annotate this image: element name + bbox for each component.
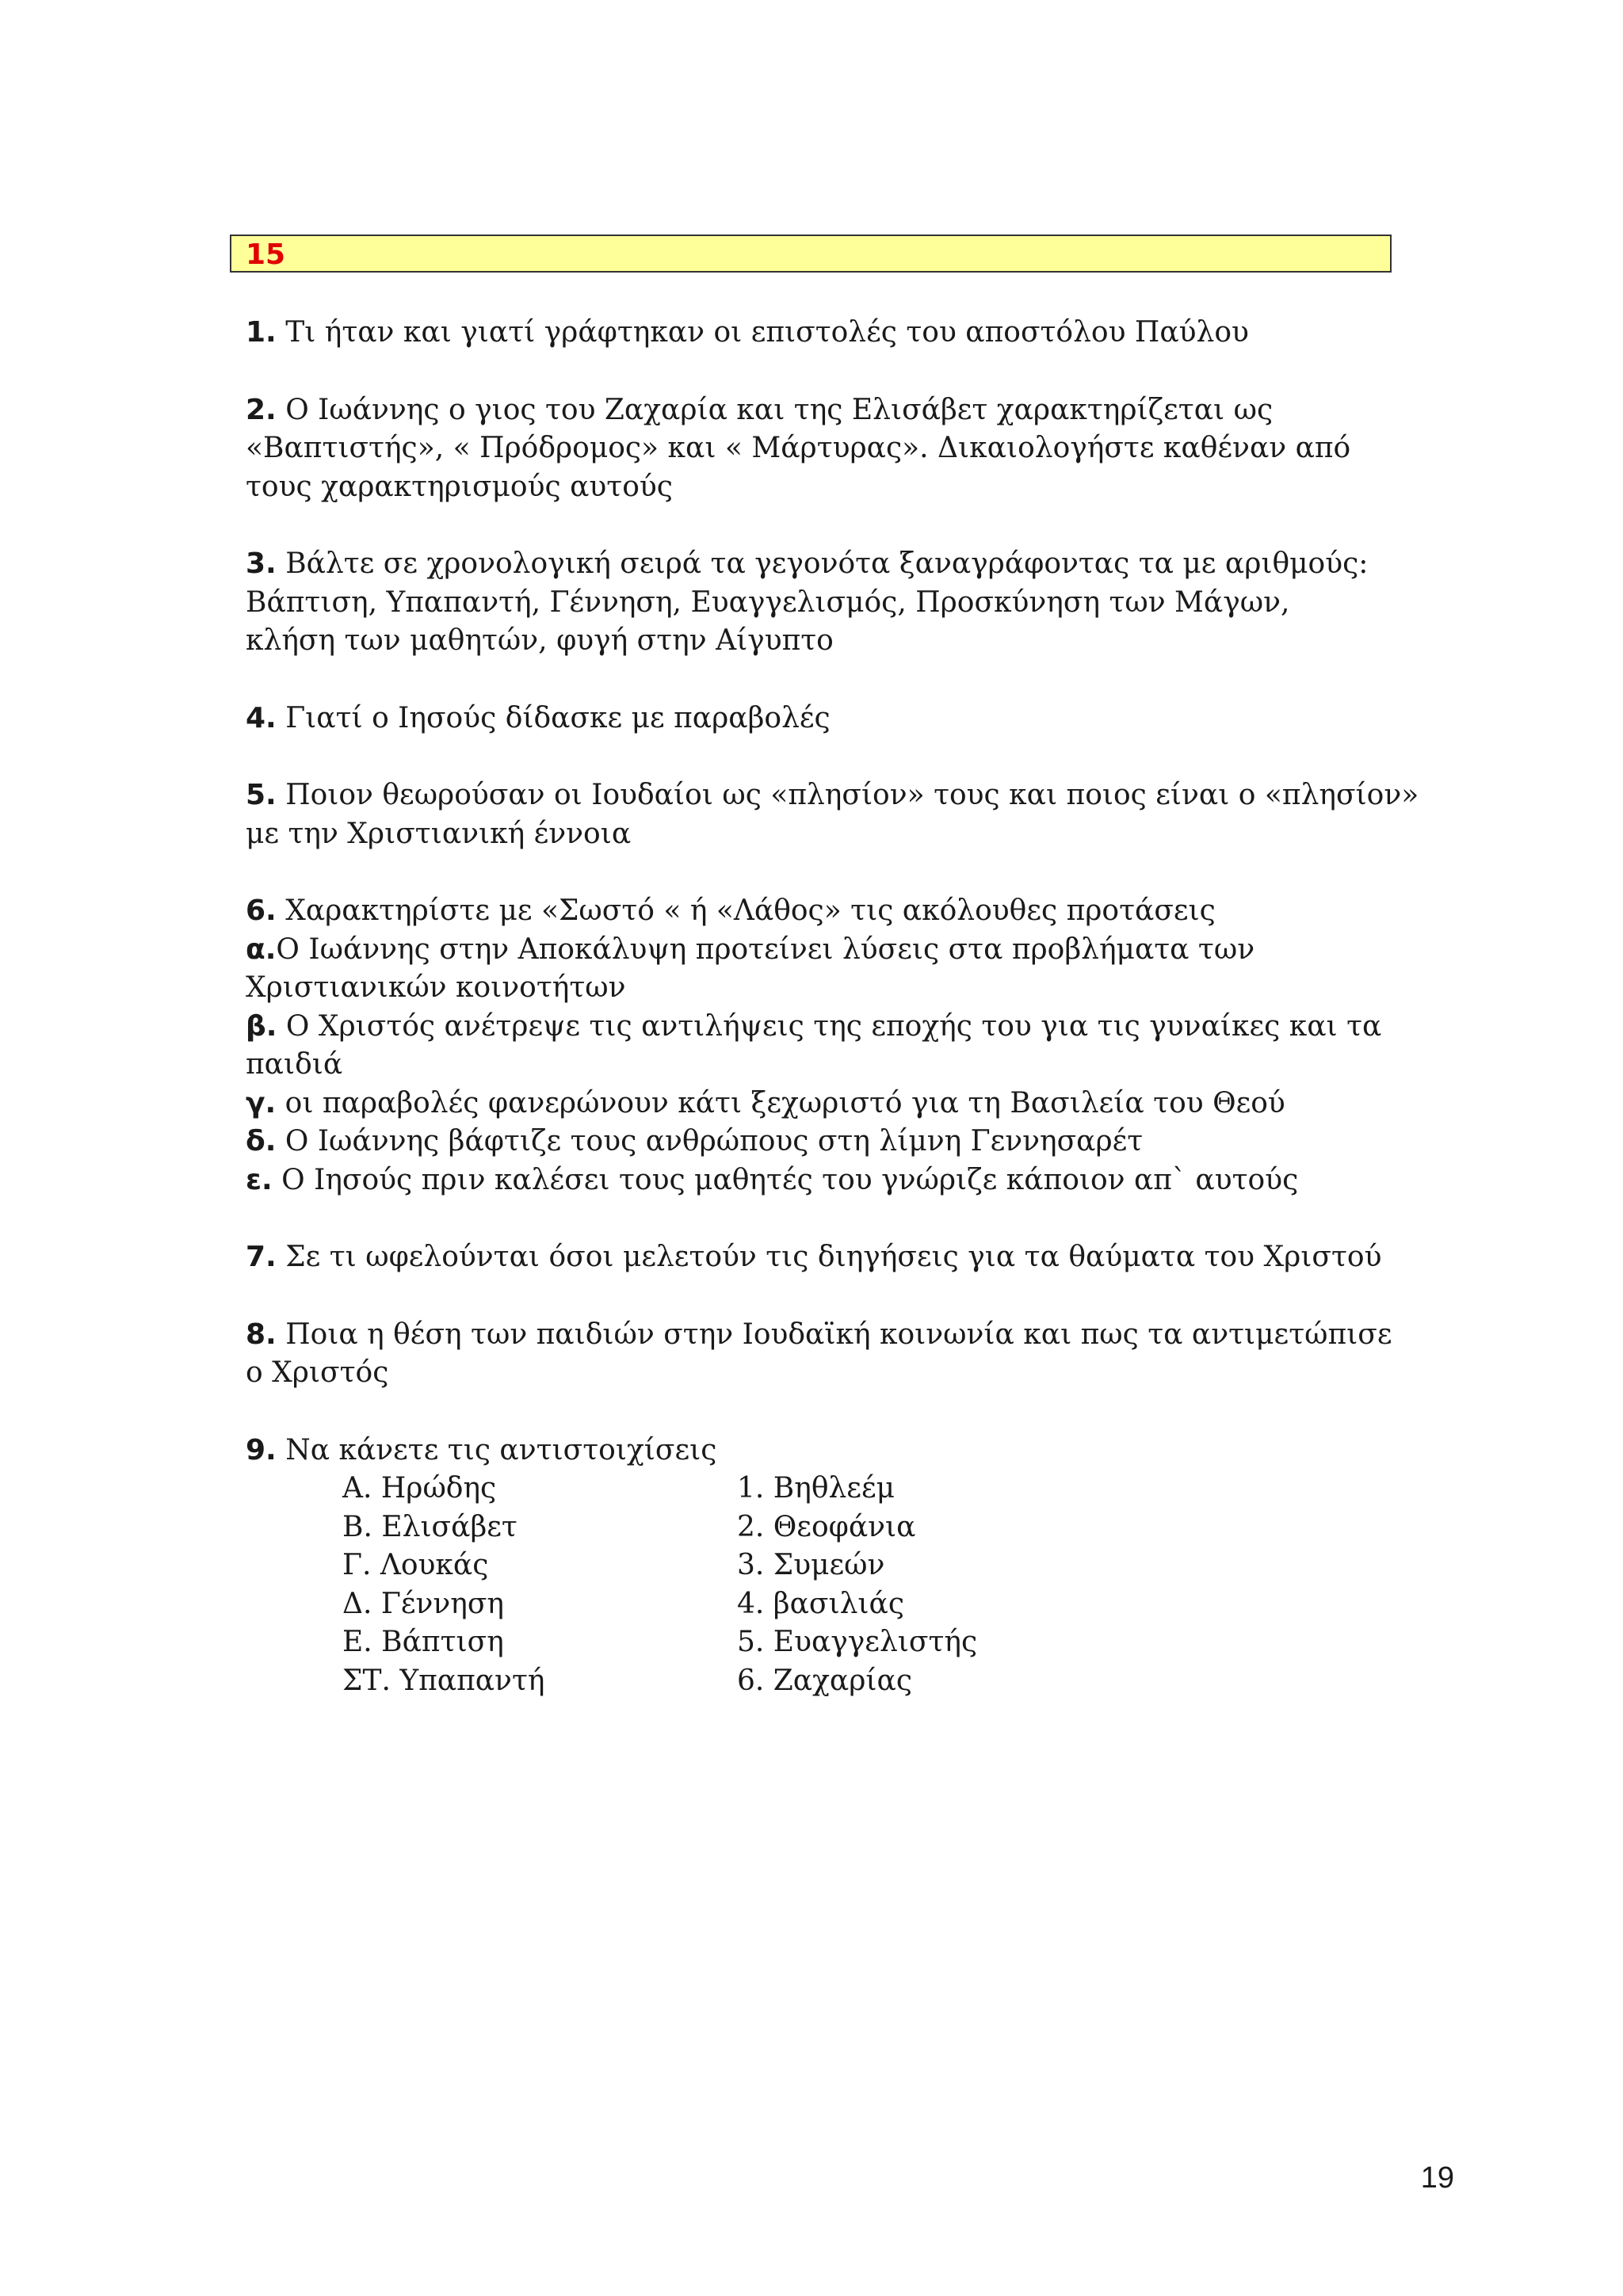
- matching-table: [342, 1470, 1482, 1700]
- question-4: [246, 700, 1482, 738]
- question-8: [246, 1316, 1482, 1393]
- question-number: 4.: [246, 701, 277, 734]
- question-line: [246, 1238, 1482, 1277]
- question-text: Σε τι ωφελούνται όσοι μελετούν τις διηγήσεις για τα θαύματα του Χριστού: [285, 1241, 1382, 1273]
- question-text: Βάλτε σε χρονολογική σειρά τα γεγονότα ξαναγράφοντας τα με αριθμούς:: [285, 547, 1369, 580]
- question-6: [246, 892, 1482, 1199]
- section-header-box: [230, 235, 1392, 273]
- statement-text: Ο Ιωάννης στην Αποκάλυψη προτείνει λύσεις στα προβλήματα των: [276, 933, 1255, 966]
- question-number: 8.: [246, 1318, 277, 1351]
- question-2: [246, 391, 1482, 507]
- statement-a: [246, 931, 1482, 970]
- question-text: Ποια η θέση των παιδιών στην Ιουδαϊκή κοινωνία και πως τα αντιμετώπισε: [285, 1318, 1392, 1351]
- question-line: [246, 314, 1482, 353]
- question-number: 2.: [246, 393, 277, 426]
- question-text: κλήση των μαθητών, φυγή στην Αίγυπτο: [246, 624, 834, 657]
- question-number: 5.: [246, 779, 277, 811]
- statement-label: ε.: [246, 1163, 273, 1196]
- question-text: Βάπτιση, Υπαπαντή, Γέννηση, Ευαγγελισμός, Προσκύνηση των Μάγων,: [246, 585, 1290, 619]
- question-3: [246, 545, 1482, 661]
- statement-text: Ο Ιησούς πριν καλέσει τους μαθητές του γνώριζε κάποιον απ` αυτούς: [272, 1163, 1299, 1196]
- statement-text: Ο Ιωάννης βάφτιζε τους ανθρώπους στη λίμνη Γεννησαρέτ: [276, 1125, 1144, 1158]
- question-text: Χαρακτηρίστε με «Σωστό « ή «Λάθος» τις ακόλουθες προτάσεις: [285, 894, 1216, 927]
- match-left-item: Α. Ηρώδης: [342, 1472, 497, 1505]
- question-line: [246, 391, 1482, 430]
- question-5: [246, 776, 1482, 853]
- question-line: [246, 545, 1482, 584]
- questions-list: [246, 314, 1482, 1739]
- question-number: 7.: [246, 1241, 277, 1273]
- match-right-item: 1. Βηθλεέμ: [737, 1472, 896, 1505]
- question-number: 9.: [246, 1433, 277, 1466]
- question-text: με την Χριστιανική έννοια: [246, 817, 632, 850]
- statement-text: Ο Χριστός ανέτρεψε τις αντιλήψεις της εποχής του για τις γυναίκες και τα: [277, 1009, 1382, 1043]
- question-line: [246, 892, 1482, 931]
- statement-c: [246, 1085, 1482, 1123]
- question-text: Τι ήταν και γιατί γράφτηκαν οι επιστολές του αποστόλου Παύλου: [285, 316, 1249, 349]
- match-left-item: Ε. Βάπτιση: [342, 1626, 504, 1658]
- question-line: [246, 700, 1482, 738]
- question-text: τους χαρακτηρισμούς αυτούς: [246, 470, 673, 503]
- page-number: 19: [1420, 2161, 1454, 2195]
- match-right-item: 6. Ζαχαρίας: [737, 1664, 912, 1697]
- section-number: 15: [246, 238, 286, 271]
- question-text: ο Χριστός: [246, 1356, 389, 1389]
- match-left-item: Δ. Γέννηση: [342, 1587, 504, 1620]
- statement-text: Χριστιανικών κοινοτήτων: [246, 971, 626, 1004]
- match-left-item: Β. Ελισάβετ: [342, 1510, 517, 1543]
- question-line: [246, 1316, 1482, 1355]
- statement-label: β.: [246, 1009, 277, 1043]
- question-text: Γιατί ο Ιησούς δίδασκε με παραβολές: [285, 701, 831, 734]
- question-text: Ο Ιωάννης ο γιος του Ζαχαρία και της Ελισάβετ χαρακτηρίζεται ως: [285, 393, 1274, 426]
- match-left-item: ΣΤ. Υπαπαντή: [342, 1664, 545, 1697]
- statement-text: οι παραβολές φανερώνουν κάτι ξεχωριστό για τη Βασιλεία του Θεού: [276, 1086, 1285, 1119]
- question-text: Ποιον θεωρούσαν οι Ιουδαίοι ως «πλησίον» τους και ποιος είναι ο «πλησίον»: [285, 779, 1419, 811]
- question-number: 6.: [246, 894, 277, 927]
- question-text: Να κάνετε τις αντιστοιχίσεις: [285, 1433, 717, 1466]
- match-left-item: Γ. Λουκάς: [342, 1549, 489, 1581]
- question-1: [246, 314, 1482, 353]
- match-right-item: 5. Ευαγγελιστής: [737, 1626, 978, 1658]
- question-9: [246, 1432, 1482, 1701]
- statement-d: [246, 1123, 1482, 1161]
- match-right-item: 3. Συμεών: [737, 1549, 885, 1581]
- match-right-item: 2. Θεοφάνια: [737, 1510, 916, 1543]
- question-line: [246, 1432, 1482, 1470]
- question-number: 1.: [246, 316, 277, 349]
- statement-label: α.: [246, 933, 277, 966]
- statement-text: παιδιά: [246, 1048, 343, 1081]
- question-text: «Βαπτιστής», « Πρόδρομος» και « Μάρτυρας». Δικαιολογήστε καθέναν από: [246, 432, 1351, 464]
- question-line: [246, 776, 1482, 815]
- match-right-item: 4. βασιλιάς: [737, 1587, 905, 1620]
- question-7: [246, 1238, 1482, 1277]
- statement-b: [246, 1008, 1482, 1047]
- question-number: 3.: [246, 547, 277, 580]
- statement-e: [246, 1161, 1482, 1200]
- statement-label: γ.: [246, 1086, 277, 1119]
- statement-label: δ.: [246, 1125, 277, 1158]
